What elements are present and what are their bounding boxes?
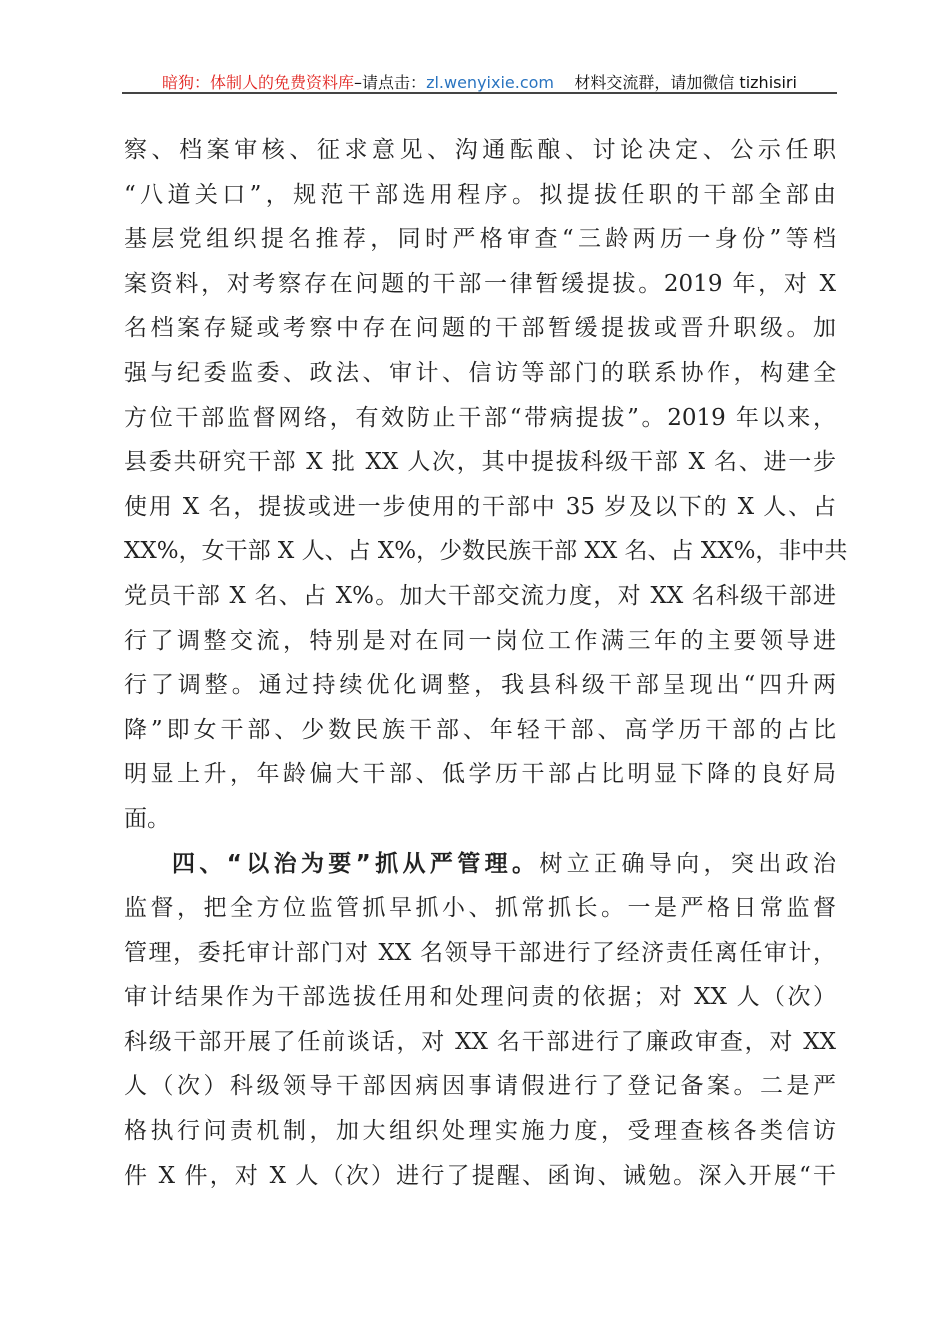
document-body — [124, 128, 848, 1198]
paragraph-2 — [124, 886, 836, 1198]
header-promo: 暗狗：体制人的免费资料库 — [162, 73, 355, 92]
text-line: 名档案存疑或考察中存在问题的干部暂缓提拔或晋升职级。加 — [124, 315, 836, 342]
text-line: 基层党组织提名推荐，同时严格审查“三龄两历一身份”等档 — [124, 226, 836, 253]
text-line: 使用 X 名，提拔或进一步使用的干部中 35 岁及以下的 X 人、占 — [124, 493, 836, 520]
text-line: “八道关口”，规范干部选用程序。拟提拔任职的干部全部由 — [124, 181, 836, 208]
section-heading: 四、“以治为要”抓从严管理。 — [172, 850, 540, 877]
text-line: 件 X 件，对 X 人（次）进行了提醒、函询、诫勉。深入开展“干 — [124, 1162, 836, 1189]
text-line: 行了调整。通过持续优化调整，我县科级干部呈现出“四升两 — [124, 672, 836, 699]
header-click-label: –请点击： — [354, 73, 427, 92]
text-line: 科级干部开展了任前谈话，对 XX 名干部进行了廉政审查，对 XX — [124, 1028, 836, 1055]
text-line: 党员干部 X 名、占 X%。加大干部交流力度，对 XX 名科级干部进 — [124, 582, 836, 609]
text-line: 明显上升，年龄偏大干部、低学历干部占比明显下降的良好局 — [124, 761, 836, 788]
page-header — [122, 70, 837, 93]
text-line: 面。 — [124, 805, 170, 832]
text-line: 格执行问责机制，加大组织处理实施力度，受理查核各类信访 — [124, 1118, 836, 1145]
text-line: 行了调整交流，特别是对在同一岗位工作满三年的主要领导进 — [124, 627, 836, 654]
text-line: 方位干部监督网络，有效防止干部“带病提拔”。2019 年以来， — [124, 404, 836, 431]
text-line: 管理，委托审计部门对 XX 名领导干部进行了经济责任离任审计， — [124, 939, 836, 966]
header-link[interactable]: zl.wenyixie.com — [426, 73, 554, 92]
text-line: XX%，女干部 X 人、占 X%，少数民族干部 XX 名、占 XX%，非中共 — [124, 538, 848, 565]
text-line: 监督，把全方位监管抓早抓小、抓常抓长。一是严格日常监督 — [124, 895, 836, 922]
text-line: 县委共研究干部 X 批 XX 人次，其中提拔科级干部 X 名、进一步 — [124, 449, 836, 476]
paragraph-text: 树立正确导向，突出政治 — [539, 850, 837, 877]
header-wechat: 材料交流群，请加微信 tizhisiri — [574, 73, 797, 92]
text-line: 降”即女干部、少数民族干部、年轻干部、高学历干部的占比 — [124, 716, 836, 743]
text-line: 人（次）科级领导干部因病因事请假进行了登记备案。二是严 — [124, 1073, 836, 1100]
text-line: 审计结果作为干部选拔任用和处理问责的依据；对 XX 人（次） — [124, 984, 836, 1011]
text-line: 案资料，对考察存在问题的干部一律暂缓提拔。2019 年，对 X — [124, 270, 836, 297]
paragraph-2-first-line — [124, 842, 836, 887]
header-rule — [122, 92, 837, 94]
paragraph-1 — [124, 128, 848, 842]
text-line: 强与纪委监委、政法、审计、信访等部门的联系协作，构建全 — [124, 359, 836, 386]
text-line: 察、档案审核、征求意见、沟通酝酿、讨论决定、公示任职 — [124, 137, 836, 163]
